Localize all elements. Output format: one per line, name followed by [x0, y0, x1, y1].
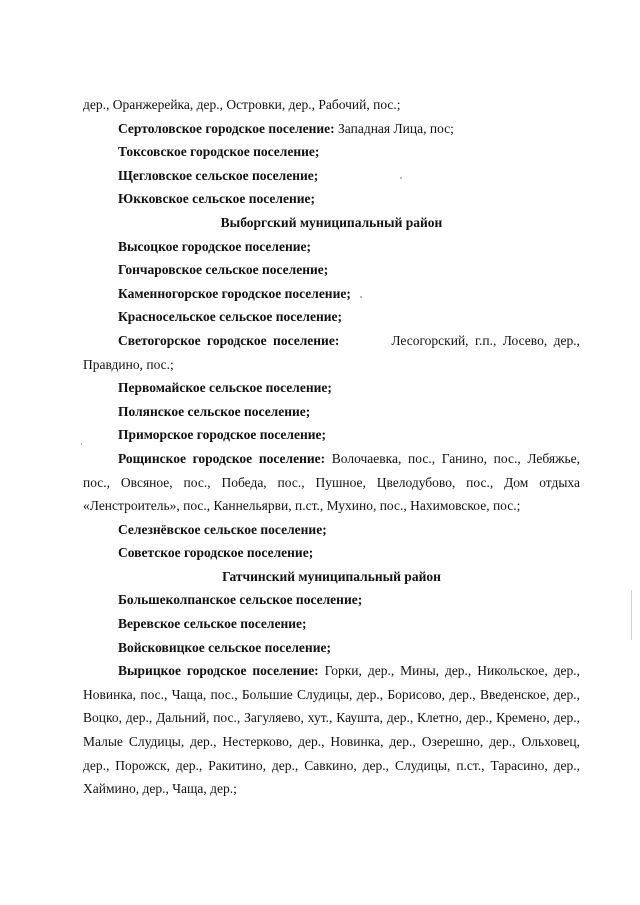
settlement-heading: Токсовское городское поселение; — [118, 144, 320, 160]
settlement-list: Горки, дер., Мины, дер., Никольское, дер., Новинка, пос., Чаща, пос., Большие Слудицы, дер., Борисово, дер., Введенское, дер., Воцко, дер., Дальний, пос., Загуляево, хут., Каушта, дер., Клетно, дер., Кремено, дер., Малые Слудицы, дер., Нестерково, дер., Новинка, дер., Озерешно, дер., Ольховец, дер., Порожск, дер., Ракитино, дер., Савкино, дер., Слудицы, п.ст., Тарасино, дер., Хаймино, дер., Чаща, дер.; — [83, 663, 580, 797]
settlement-heading: Щегловское сельское поселение; — [118, 167, 319, 183]
settlement-heading: Рощинское городское поселение: — [118, 450, 326, 466]
paragraph — [83, 329, 580, 376]
scan-speck — [400, 177, 402, 179]
settlement-heading: Высоцкое городское поселение; — [118, 238, 312, 254]
settlement-heading: Юкковское сельское поселение; — [118, 191, 316, 207]
settlement-heading: Гончаровское сельское поселение; — [118, 262, 329, 278]
district-heading: Выборгский муниципальный район — [220, 214, 443, 230]
settlement-heading: Вырицкое городское поселение: — [118, 663, 319, 679]
settlement-heading: Советское городское поселение; — [118, 545, 314, 561]
settlement-heading: Веревское сельское поселение; — [118, 616, 307, 632]
settlement-heading: Красносельское сельское поселение; — [118, 309, 342, 325]
document-body — [83, 93, 580, 801]
scan-mark-margin — [631, 590, 632, 640]
scan-speck — [360, 296, 362, 298]
scan-speck — [81, 443, 82, 445]
settlement-heading: Сертоловское городское поселение: — [118, 120, 335, 136]
settlement-list: Западная Лица, пос; — [334, 120, 454, 136]
paragraph — [83, 447, 580, 518]
settlement-heading: Светогорское городское поселение: — [118, 332, 340, 348]
settlement-heading: Селезнёвское сельское поселение; — [118, 521, 327, 537]
settlement-list: Лесогорский, г.п., Лосево, дер., Правдино, пос.; — [83, 332, 580, 372]
settlement-heading: Каменногорское городское поселение; — [118, 285, 351, 301]
settlement-list: Волочаевка, пос., Ганино, пос., Лебяжье, пос., Овсяное, пос., Победа, пос., Пушное, Цвелодубово, пос., Дом отдыха «Ленстроитель», пос., Каннельярви, п.ст., Мухино, пос., Нахимовское, пос.; — [83, 450, 580, 514]
paragraph — [83, 117, 580, 141]
district-heading: Гатчинский муниципальный район — [222, 568, 441, 584]
settlement-heading: Войсковицкое сельское поселение; — [118, 639, 331, 655]
paragraph — [83, 659, 580, 801]
paragraph: дер., Оранжерейка, дер., Островки, дер., Рабочий, пос.; — [83, 97, 401, 112]
settlement-heading: Большеколпанское сельское поселение; — [118, 592, 363, 608]
settlement-heading: Первомайское сельское поселение; — [118, 380, 332, 396]
settlement-heading: Приморское городское поселение; — [118, 427, 327, 443]
settlement-heading: Полянское сельское поселение; — [118, 403, 311, 419]
